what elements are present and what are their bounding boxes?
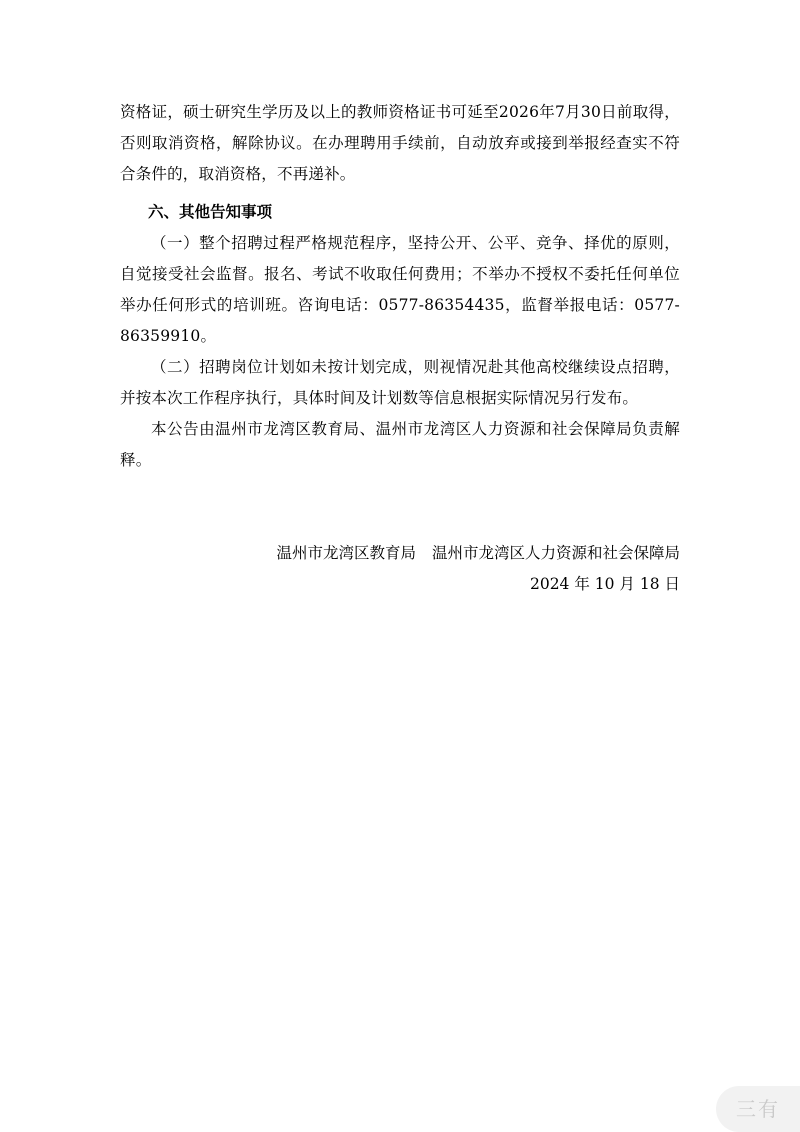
paragraph-process: （一）整个招聘过程严格规范程序，坚持公开、公平、竞争、择优的原则，自觉接受社会监督。报名、考试不收取任何费用；不举办不授权不委托任何单位举办任何形式的培训班。咨询电话：0577-86354435，监督举报电话：0577-86359910。 [120,234,680,345]
signature-date: 2024 年 10 月 18 日 [529,575,680,593]
paragraph-interpretation: 本公告由温州市龙湾区教育局、温州市龙湾区人力资源和社会保障局负责解释。 [120,420,680,469]
signature-org-education: 温州市龙湾区教育局 [276,544,416,562]
signature-org-hrss: 温州市龙湾区人力资源和社会保障局 [431,544,680,562]
paragraph-qualification: 资格证，硕士研究生学历及以上的教师资格证书可延至2026年7月30日前取得，否则取消资格，解除协议。在办理聘用手续前，自动放弃或接到举报经查实不符合条件的，取消资格，不再递补。 [120,103,680,183]
section-heading: 六、其他告知事项 [148,203,273,221]
signature-orgs [276,538,680,569]
watermark-text: 三有 [736,1097,780,1121]
paragraph-plan: （二）招聘岗位计划如未按计划完成，则视情况赴其他高校继续设点招聘，并按本次工作程序执行，具体时间及计划数等信息根据实际情况另行发布。 [120,358,680,407]
